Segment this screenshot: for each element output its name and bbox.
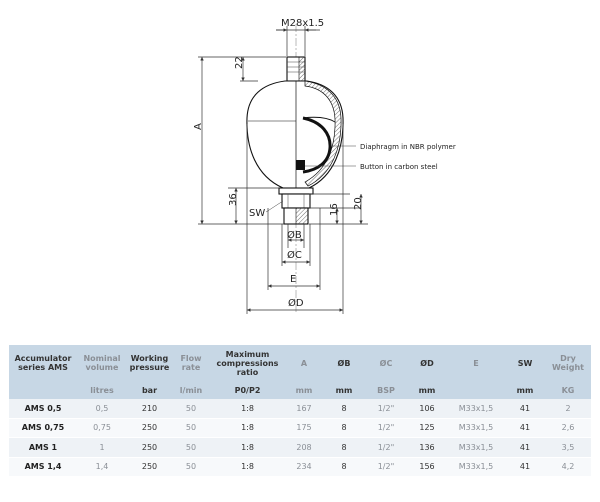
table-cell: 1:8 (210, 457, 285, 477)
table-cell: M33x1,5 (447, 399, 505, 418)
table-header-row (9, 345, 591, 381)
column-unit: bar (127, 381, 172, 399)
table-cell: 0,75 (77, 418, 127, 438)
dim-B-label: ØB (287, 230, 302, 241)
table-cell: 1:8 (210, 438, 285, 458)
dim-D-label: ØD (288, 298, 304, 309)
table-cell: 1:8 (210, 399, 285, 418)
column-header: ØC (365, 345, 407, 381)
table-cell: 1/2" (365, 418, 407, 438)
column-header: Maximum compressions ratio (210, 345, 285, 381)
table-cell: 41 (505, 457, 545, 477)
table-cell: 250 (127, 418, 172, 438)
table-cell: 1 (77, 438, 127, 458)
dim-16-label: 16 (329, 203, 340, 216)
table-cell: 41 (505, 399, 545, 418)
table-units-row (9, 381, 591, 399)
column-unit: mm (323, 381, 365, 399)
table-cell: 250 (127, 457, 172, 477)
table-cell: 1,4 (77, 457, 127, 477)
table-row (9, 438, 591, 458)
table-cell: 1/2" (365, 438, 407, 458)
column-header: ØB (323, 345, 365, 381)
table-cell: 2,6 (545, 418, 591, 438)
column-header: SW (505, 345, 545, 381)
table-cell: 156 (407, 457, 447, 477)
table-cell: 8 (323, 399, 365, 418)
dim-20-label: 20 (353, 197, 364, 210)
table-cell: 2 (545, 399, 591, 418)
column-header: Accumulator series AMS (9, 345, 77, 381)
dim-E-label: E (290, 274, 297, 285)
table-cell: 8 (323, 457, 365, 477)
column-unit: l/min (172, 381, 210, 399)
table-row (9, 457, 591, 477)
table-cell: 8 (323, 438, 365, 458)
column-unit: mm (407, 381, 447, 399)
table-cell: M33x1,5 (447, 438, 505, 458)
table-body (9, 399, 591, 477)
column-unit: litres (77, 381, 127, 399)
table-cell: 1:8 (210, 418, 285, 438)
table-cell: 234 (285, 457, 323, 477)
table-cell: M33x1,5 (447, 457, 505, 477)
table-cell: 8 (323, 418, 365, 438)
table-cell: 50 (172, 457, 210, 477)
dim-thread-label: M28x1.5 (281, 18, 325, 29)
column-header: Working pressure (127, 345, 172, 381)
table-cell: M33x1,5 (447, 418, 505, 438)
table-cell: 1/2" (365, 399, 407, 418)
table-cell: 41 (505, 438, 545, 458)
column-unit: P0/P2 (210, 381, 285, 399)
table-cell: 175 (285, 418, 323, 438)
table-cell: 250 (127, 438, 172, 458)
table-cell: 50 (172, 438, 210, 458)
table-cell: 4,2 (545, 457, 591, 477)
button-piece (296, 160, 305, 170)
table-cell: 125 (407, 418, 447, 438)
dim-SW-label: SW (249, 208, 266, 219)
table-row (9, 418, 591, 438)
series-cell: AMS 0,5 (9, 399, 77, 418)
table-cell: 0,5 (77, 399, 127, 418)
column-header: Flow rate (172, 345, 210, 381)
dim-C-label: ØC (287, 250, 302, 261)
dim-A-label: A (193, 123, 204, 130)
table-cell: 41 (505, 418, 545, 438)
column-unit (9, 381, 77, 399)
table-cell: 208 (285, 438, 323, 458)
column-unit: mm (505, 381, 545, 399)
spec-table (9, 345, 591, 477)
note-diaphragm: Diaphragm in NBR polymer (360, 143, 456, 151)
table-cell: 50 (172, 399, 210, 418)
table-cell: 106 (407, 399, 447, 418)
table-cell: 167 (285, 399, 323, 418)
column-header: E (447, 345, 505, 381)
column-unit: mm (285, 381, 323, 399)
table-row (9, 399, 591, 418)
series-cell: AMS 0,75 (9, 418, 77, 438)
table-cell: 136 (407, 438, 447, 458)
table-cell: 50 (172, 418, 210, 438)
bottom-port (279, 188, 313, 224)
top-port (287, 57, 305, 81)
column-header: Nominal volume (77, 345, 127, 381)
column-unit: BSP (365, 381, 407, 399)
column-unit (447, 381, 505, 399)
column-header: ØD (407, 345, 447, 381)
column-header: Dry Weight (545, 345, 591, 381)
note-button: Button in carbon steel (360, 163, 438, 171)
column-header: A (285, 345, 323, 381)
table-cell: 3,5 (545, 438, 591, 458)
dim-22-label: 22 (234, 56, 245, 69)
dim-36-label: 36 (228, 193, 239, 206)
table-cell: 1/2" (365, 457, 407, 477)
series-cell: AMS 1,4 (9, 457, 77, 477)
series-cell: AMS 1 (9, 438, 77, 458)
column-unit: KG (545, 381, 591, 399)
table-cell: 210 (127, 399, 172, 418)
